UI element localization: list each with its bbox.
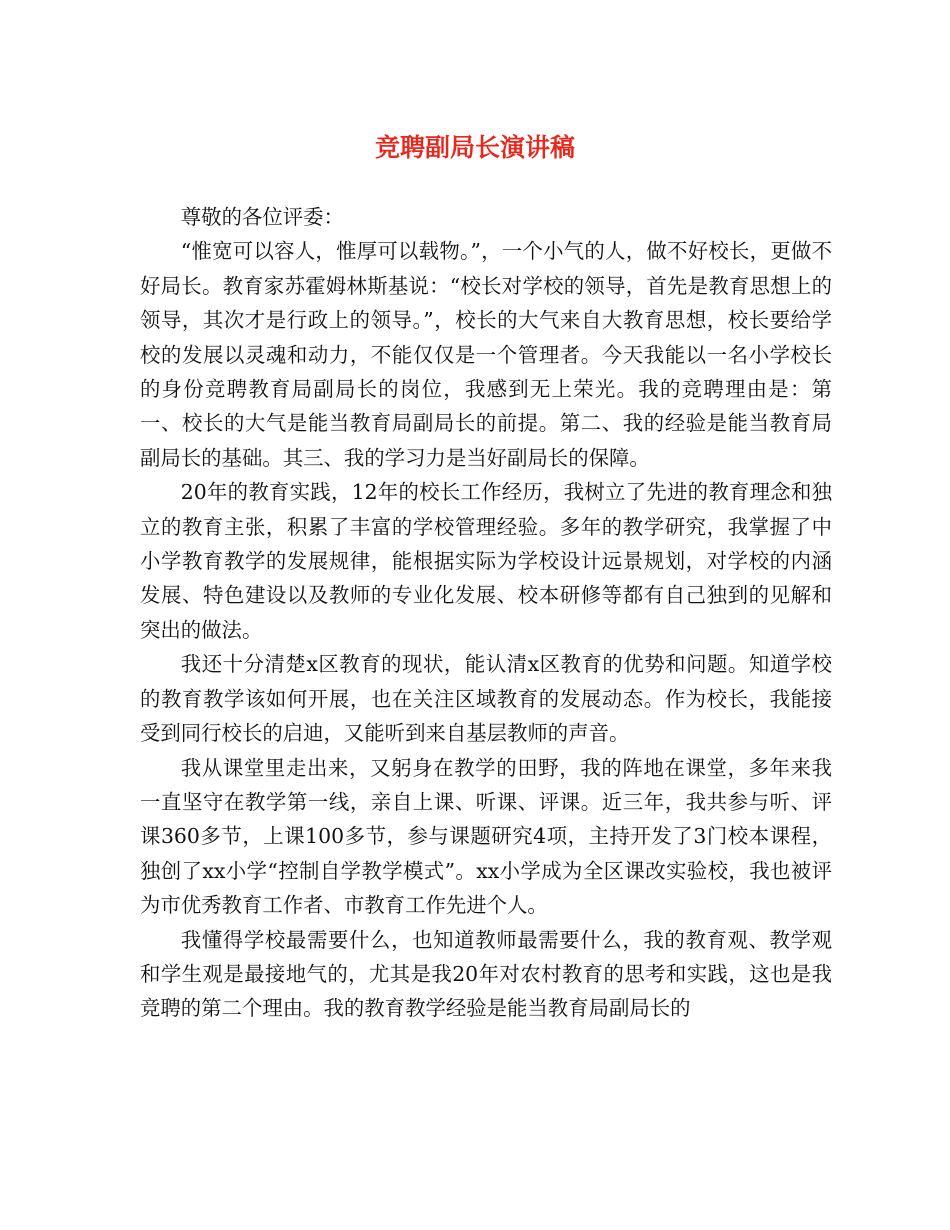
paragraph-2: 20年的教育实践，12年的校长工作经历，我树立了先进的教育理念和独立的教育主张，积累了丰富的学校管理经验。多年的教学研究，我掌握了中小学教育教学的发展规律，能根据实际为学校设计远景规划，对学校的内涵发展、特色建设以及教师的专业化发展、校本研修等都有自己独到的见解和突出的做法。 <box>140 480 832 642</box>
paragraph-4: 我从课堂里走出来，又躬身在教学的田野，我的阵地在课堂，多年来我一直坚守在教学第一线，亲自上课、听课、评课。近三年，我共参与听、评课360多节，上课100多节，参与课题研究4项，主持开发了3门校本课程，独创了xx小学“控制自学教学模式”。xx小学成为全区课改实验校，我也被评为市优秀教育工作者、市教育工作先进个人。 <box>140 755 832 918</box>
paragraph-5: 我懂得学校最需要什么，也知道教师最需要什么，我的教育观、教学观和学生观是最接地气的，尤其是我20年对农村教育的思考和实践，这也是我竞聘的第二个理由。我的教育教学经验是能当教育局副局长的 <box>140 927 832 1021</box>
document-body <box>140 200 832 1026</box>
paragraph-1: “惟宽可以容人，惟厚可以载物。”，一个小气的人，做不好校长，更做不好局长。教育家苏霍姆林斯基说：“校长对学校的领导，首先是教育思想上的领导，其次才是行政上的领导。”，校长的大气来自大教育思想，校长要给学校的发展以灵魂和动力，不能仅仅是一个管理者。今天我能以一名小学校长的身份竞聘教育局副局长的岗位，我感到无上荣光。我的竞聘理由是：第一、校长的大气是能当教育局副局长的前提。第二、我的经验是能当教育局副局长的基础。其三、我的学习力是当好副局长的保障。 <box>140 239 832 470</box>
salutation: 尊敬的各位评委： <box>180 205 344 229</box>
paragraph-3: 我还十分清楚x区教育的现状，能认清x区教育的优势和问题。知道学校的教育教学该如何开展，也在关注区域教育的发展动态。作为校长，我能接受到同行校长的启迪，又能听到来自基层教师的声音。 <box>140 652 832 746</box>
document-title: 竞聘副局长演讲稿 <box>374 133 575 162</box>
